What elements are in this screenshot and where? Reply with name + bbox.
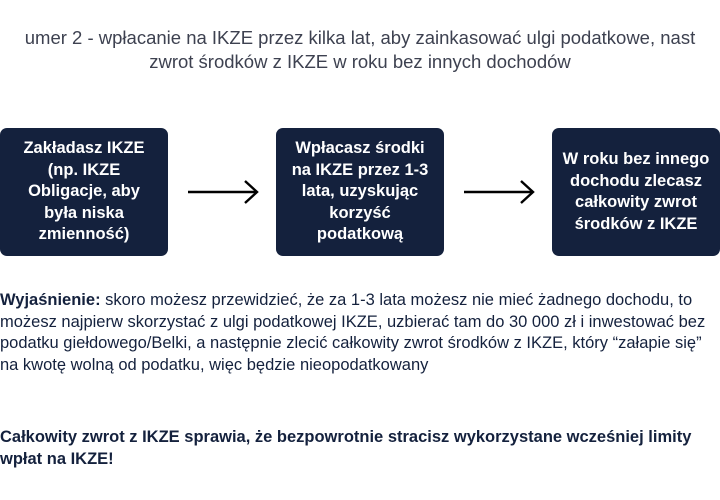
arrow-right-icon	[186, 178, 260, 206]
flow-step-2-text: Wpłacasz środki na IKZE przez 1-3 lata, uzyskując korzyść podatkową	[291, 139, 429, 244]
explanation-text: skoro możesz przewidzieć, że za 1-3 lata możesz nie mieć żadnego dochodu, to możesz najpierw skorzystać z ulgi podatkowej IKZE, uzbierać tam do 30 000 zł i inwestować bez podatku giełdowego/Belki, a następnie zlecić całkowity zwrot środków z IKZE, który “załapie się” na kwotę wolną od podatku, więc będzie nieopodatkowany	[0, 291, 706, 374]
flow-step-1-text: Zakładasz IKZE (np. IKZE Obligacje, aby była niska zmienność)	[23, 139, 145, 244]
title-line-2: zwrot środków z IKZE w roku bez innych dochodów	[149, 51, 571, 72]
flow-step-open-ikze	[0, 128, 168, 256]
title-line-1: umer 2 - wpłacanie na IKZE przez kilka lat, aby zainkasować ulgi podatkowe, nast	[24, 27, 696, 48]
flow-step-full-withdrawal	[552, 128, 720, 256]
flow-step-3-text: W roku bez innego dochodu zlecasz całkowity zwrot środków z IKZE	[562, 150, 710, 233]
warning-note: Całkowity zwrot z IKZE sprawia, że bezpowrotnie stracisz wykorzystane wcześniej limity wpłat na IKZE!	[0, 428, 692, 468]
flow-step-deposit	[276, 128, 444, 256]
explanation-label: Wyjaśnienie:	[0, 291, 101, 309]
arrow-right-icon	[462, 178, 536, 206]
explanation-paragraph	[0, 290, 712, 376]
page-title	[0, 26, 720, 74]
